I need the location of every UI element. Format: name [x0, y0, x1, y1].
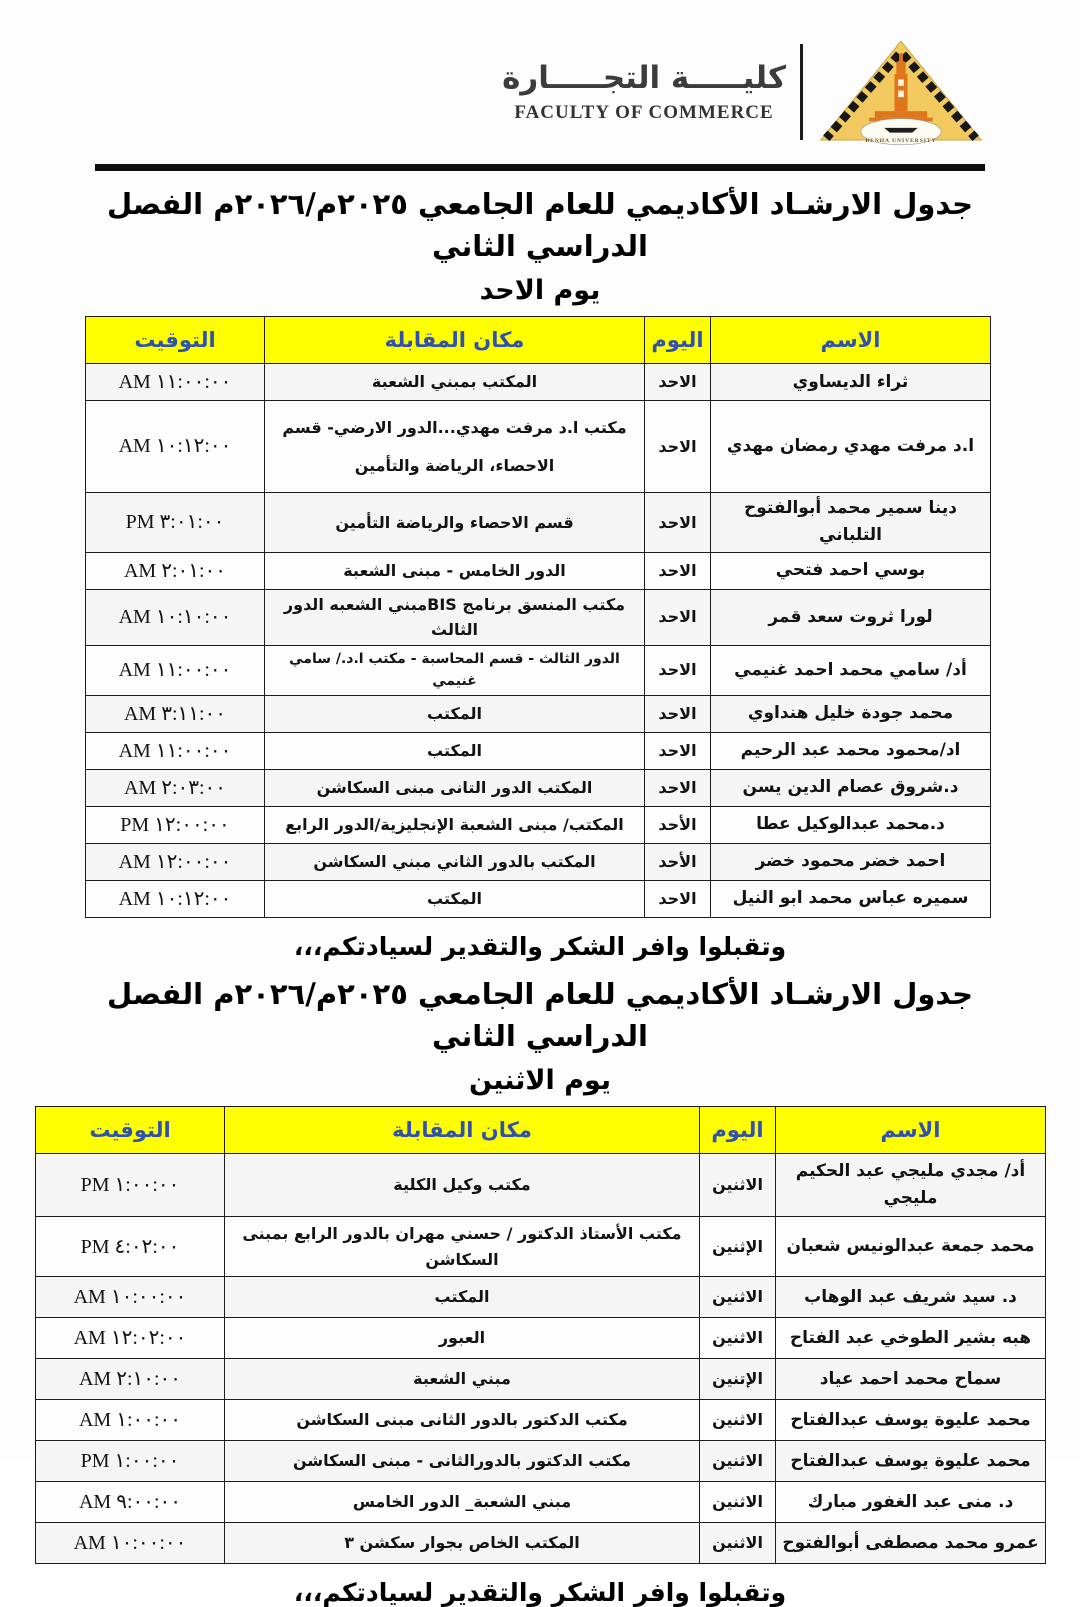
time-cell: PM ٣:٠١:٠٠ [86, 493, 265, 552]
place-cell: المكتب الخاص بجوار سكشن ٣ [225, 1523, 700, 1564]
header-row [86, 317, 991, 364]
letterhead [0, 0, 1080, 158]
place-cell: مبني الشعبة_ الدور الخامس [225, 1482, 700, 1523]
header-row [36, 1106, 1046, 1153]
time-cell: AM ٢:١٠:٠٠ [36, 1359, 225, 1400]
header-divider [800, 44, 803, 140]
day-cell: الاحد [645, 732, 711, 769]
table-row [36, 1400, 1046, 1441]
day-cell: الاثنين [700, 1153, 776, 1216]
monday-table-header [36, 1106, 1046, 1153]
column-header-time: التوقيت [86, 317, 265, 364]
day-cell: الاثنين [700, 1318, 776, 1359]
day-cell: الاثنين [700, 1441, 776, 1482]
day-cell: الاحد [645, 552, 711, 589]
closing-note-sunday: وتقبلوا وافر الشكر والتقدير لسيادتكم،،، [293, 931, 787, 961]
name-cell: د. سيد شريف عبد الوهاب [776, 1277, 1046, 1318]
day-cell: الاحد [645, 364, 711, 401]
name-cell: احمد خضر محمود خضر [711, 843, 991, 880]
time-cell: AM ١٢:٠٢:٠٠ [36, 1318, 225, 1359]
sunday-table-body [86, 364, 991, 918]
time-cell: AM ١٠:٠٠:٠٠ [36, 1523, 225, 1564]
table-row [36, 1318, 1046, 1359]
place-cell: المكتب [265, 695, 645, 732]
table-row [86, 364, 991, 401]
time-cell: AM ١٠:١٠:٠٠ [86, 589, 265, 645]
name-cell: عمرو محمد مصطفى أبوالفتوح [776, 1523, 1046, 1564]
place-cell: مكتب وكيل الكلية [225, 1153, 700, 1216]
time-cell: AM ١٢:٠٠:٠٠ [86, 843, 265, 880]
name-cell: أد/ مجدي مليجي عبد الحكيم مليجي [776, 1153, 1046, 1216]
time-cell: AM ١١:٠٠:٠٠ [86, 645, 265, 695]
table-row [86, 806, 991, 843]
time-cell: AM ١٠:١٢:٠٠ [86, 880, 265, 917]
time-cell: AM ٣:١١:٠٠ [86, 695, 265, 732]
place-cell: مكتب المنسق برنامج BISمبني الشعبه الدور الثالث [265, 589, 645, 645]
closing-note-monday: وتقبلوا وافر الشكر والتقدير لسيادتكم،،، [293, 1578, 787, 1607]
place-cell: مكتب الدكتور بالدور الثانى مبنى السكاشن [225, 1400, 700, 1441]
table-row [36, 1441, 1046, 1482]
table-row [86, 645, 991, 695]
time-cell: PM ٤:٠٢:٠٠ [36, 1217, 225, 1277]
name-cell: محمد عليوة يوسف عبدالفتاح [776, 1400, 1046, 1441]
time-cell: AM ٢:٠١:٠٠ [86, 552, 265, 589]
place-cell: المكتب بالدور الثاني مبني السكاشن [265, 843, 645, 880]
name-cell: هبه بشير الطوخي عبد الفتاح [776, 1318, 1046, 1359]
table-row [86, 401, 991, 493]
day-cell: الاثنين [700, 1482, 776, 1523]
sunday-schedule-table [85, 316, 991, 918]
column-header-time: التوقيت [36, 1106, 225, 1153]
place-cell: العبور [225, 1318, 700, 1359]
faculty-names [502, 60, 786, 123]
name-cell: ا.د مرفت مهدي رمضان مهدي [711, 401, 991, 493]
name-cell: د.شروق عصام الدين يسن [711, 769, 991, 806]
name-cell: اد/محمود محمد عبد الرحيم [711, 732, 991, 769]
monday-table-body [36, 1153, 1046, 1564]
time-cell: AM ١٠:١٢:٠٠ [86, 401, 265, 493]
time-cell: AM ٩:٠٠:٠٠ [36, 1482, 225, 1523]
place-cell: المكتب [265, 732, 645, 769]
faculty-name-english: FACULTY OF COMMERCE [514, 101, 774, 123]
place-cell: مكتب الدكتور بالدورالثانى - مبنى السكاشن [225, 1441, 700, 1482]
column-header-name: الاسم [711, 317, 991, 364]
day-cell: الاحد [645, 880, 711, 917]
name-cell: ثراء الديساوي [711, 364, 991, 401]
name-cell: بوسي احمد فتحي [711, 552, 991, 589]
name-cell: سماح محمد احمد عياد [776, 1359, 1046, 1400]
day-heading-monday: يوم الاثنين [468, 1064, 612, 1096]
time-cell: AM ١:٠٠:٠٠ [36, 1400, 225, 1441]
table-row [86, 589, 991, 645]
name-cell: محمد عليوة يوسف عبدالفتاح [776, 1441, 1046, 1482]
place-cell: المكتب الدور التانى مبنى السكاشن [265, 769, 645, 806]
monday-schedule-table [35, 1106, 1046, 1565]
day-cell: الاحد [645, 493, 711, 552]
name-cell: دينا سمير محمد أبوالفتوح التلباني [711, 493, 991, 552]
day-cell: الإثنين [700, 1217, 776, 1277]
column-header-name: الاسم [776, 1106, 1046, 1153]
table-row [36, 1153, 1046, 1216]
place-cell: مبني الشعبة [225, 1359, 700, 1400]
name-cell: د. منى عبد الغفور مبارك [776, 1482, 1046, 1523]
table-row [36, 1217, 1046, 1277]
day-cell: الاحد [645, 769, 711, 806]
place-cell: المكتب بمبني الشعبة [265, 364, 645, 401]
time-cell: AM ١١:٠٠:٠٠ [86, 732, 265, 769]
day-cell: الإتنين [700, 1359, 776, 1400]
day-cell: الاثنين [700, 1400, 776, 1441]
table-row [86, 552, 991, 589]
university-logo-icon [817, 37, 985, 147]
table-row [86, 769, 991, 806]
place-cell: الدور الخامس - مبنى الشعبة [265, 552, 645, 589]
table-row [36, 1277, 1046, 1318]
place-cell: قسم الاحصاء والرياضة التأمين [265, 493, 645, 552]
column-header-place: مكان المقابلة [265, 317, 645, 364]
faculty-name-arabic: كليـــــة التجـــــارة [502, 60, 786, 97]
place-cell: المكتب [265, 880, 645, 917]
column-header-place: مكان المقابلة [225, 1106, 700, 1153]
schedule-title-sunday: جدول الارشـاد الأكاديمي للعام الجامعي ٢٠٢٥م/٢٠٢٦م الفصل الدراسي الثاني [106, 187, 974, 264]
time-cell: PM ١٢:٠٠:٠٠ [86, 806, 265, 843]
place-cell: مكتب ا.د مرفت مهدي...الدور الارضي- قسم الاحصاء، الرياضة والتأمين [265, 401, 645, 493]
sunday-table-header [86, 317, 991, 364]
time-cell: AM ١١:٠٠:٠٠ [86, 364, 265, 401]
time-cell: AM ٢:٠٣:٠٠ [86, 769, 265, 806]
time-cell: PM ١:٠٠:٠٠ [36, 1441, 225, 1482]
table-row [86, 493, 991, 552]
day-cell: الاثنين [700, 1523, 776, 1564]
time-cell: PM ١:٠٠:٠٠ [36, 1153, 225, 1216]
table-row [36, 1482, 1046, 1523]
column-header-day: اليوم [645, 317, 711, 364]
table-row [36, 1523, 1046, 1564]
place-cell: المكتب [225, 1277, 700, 1318]
time-cell: AM ١٠:٠٠:٠٠ [36, 1277, 225, 1318]
day-cell: الأحد [645, 806, 711, 843]
name-cell: محمد جودة خليل هنداوي [711, 695, 991, 732]
table-row [36, 1359, 1046, 1400]
header-rule [95, 164, 985, 171]
logo-caption: BENHA UNIVERSITY [865, 137, 937, 144]
day-cell: الاحد [645, 645, 711, 695]
name-cell: د.محمد عبدالوكيل عطا [711, 806, 991, 843]
schedule-title-monday: جدول الارشـاد الأكاديمي للعام الجامعي ٢٠٢٥م/٢٠٢٦م الفصل الدراسي الثاني [106, 976, 974, 1053]
day-cell: الاحد [645, 695, 711, 732]
place-cell: مكتب الأستاذ الدكتور / حسني مهران بالدور الرابع بمبنى السكاشن [225, 1217, 700, 1277]
name-cell: أد/ سامي محمد احمد غنيمي [711, 645, 991, 695]
table-row [86, 695, 991, 732]
place-cell: الدور الثالث - قسم المحاسبة - مكتب ا.د./ سامي غنيمي [265, 645, 645, 695]
table-row [86, 880, 991, 917]
day-cell: الاحد [645, 401, 711, 493]
name-cell: لورا ثروت سعد قمر [711, 589, 991, 645]
day-cell: الاثنين [700, 1277, 776, 1318]
column-header-day: اليوم [700, 1106, 776, 1153]
table-row [86, 843, 991, 880]
day-cell: الاحد [645, 589, 711, 645]
table-row [86, 732, 991, 769]
day-cell: الأحد [645, 843, 711, 880]
name-cell: سميره عباس محمد ابو النيل [711, 880, 991, 917]
name-cell: محمد جمعة عبدالونيس شعبان [776, 1217, 1046, 1277]
place-cell: المكتب/ مبنى الشعبة الإنجليزية/الدور الرابع [265, 806, 645, 843]
day-heading-sunday: يوم الاحد [479, 275, 601, 307]
